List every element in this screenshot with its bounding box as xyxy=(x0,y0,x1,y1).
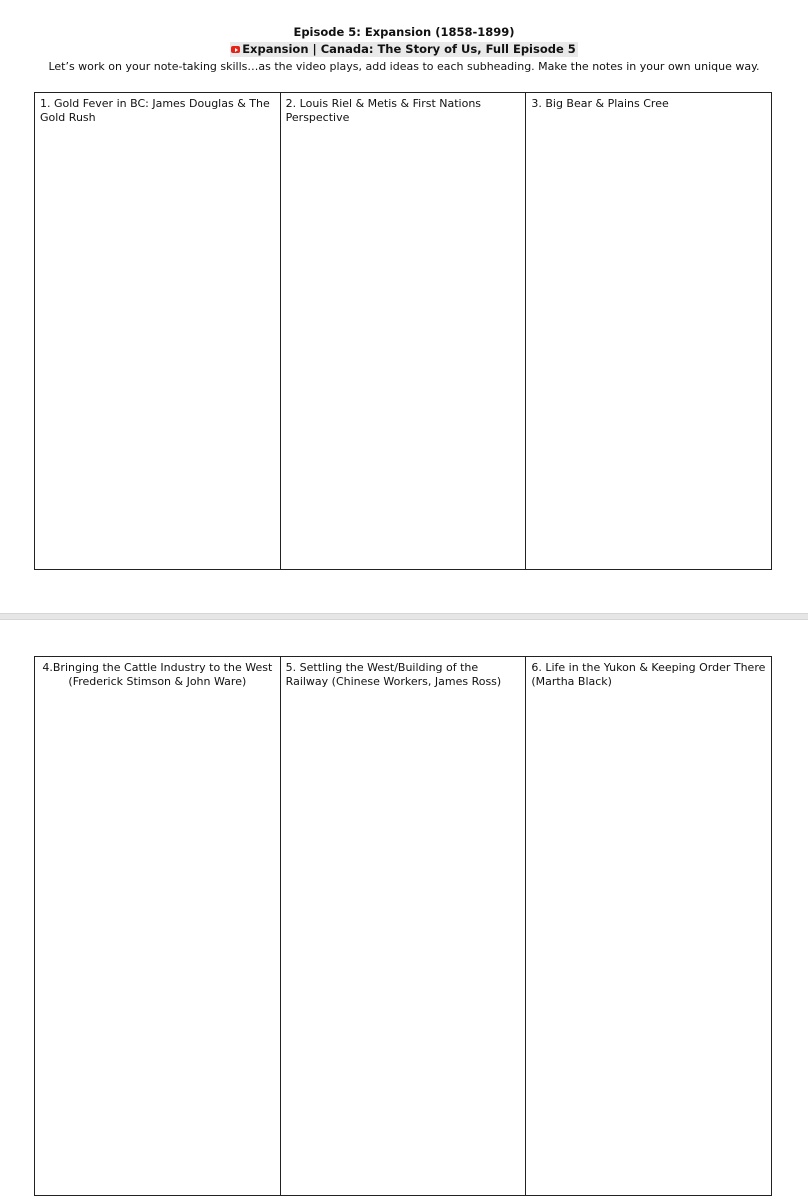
notes-cell-5[interactable] xyxy=(281,657,527,1195)
notes-table-page-2 xyxy=(34,656,772,1196)
notes-heading-5: 5. Settling the West/Building of the Railway (Chinese Workers, James Ross) xyxy=(285,661,502,688)
notes-table-page-1 xyxy=(34,92,772,570)
notes-cell-4[interactable] xyxy=(35,657,281,1195)
notes-heading-6: 6. Life in the Yukon & Keeping Order There (Martha Black) xyxy=(531,661,766,688)
notes-heading-4: 4.Bringing the Cattle Industry to the West (Frederick Stimson & John Ware) xyxy=(42,661,273,688)
video-link-line xyxy=(0,42,808,57)
instructions-text: Let’s work on your note-taking skills…as the video plays, add ideas to each subheading. Make the notes in your own unique way. xyxy=(48,60,760,73)
document-page-2 xyxy=(0,620,808,1200)
notes-heading-2: 2. Louis Riel & Metis & First Nations Perspective xyxy=(285,97,482,124)
document-title: Episode 5: Expansion (1858-1899) xyxy=(293,25,515,39)
video-link-label[interactable]: Expansion | Canada: The Story of Us, Full Episode 5 xyxy=(242,42,576,56)
youtube-icon xyxy=(231,46,240,53)
notes-cell-3[interactable] xyxy=(526,93,771,569)
notes-heading-3: 3. Big Bear & Plains Cree xyxy=(531,97,669,110)
page-separator xyxy=(0,613,808,620)
notes-heading-1: 1. Gold Fever in BC: James Douglas & The Gold Rush xyxy=(40,97,270,124)
notes-cell-1[interactable] xyxy=(35,93,281,569)
notes-cell-2[interactable] xyxy=(281,93,527,569)
video-link[interactable] xyxy=(230,42,578,57)
notes-cell-6[interactable] xyxy=(526,657,771,1195)
